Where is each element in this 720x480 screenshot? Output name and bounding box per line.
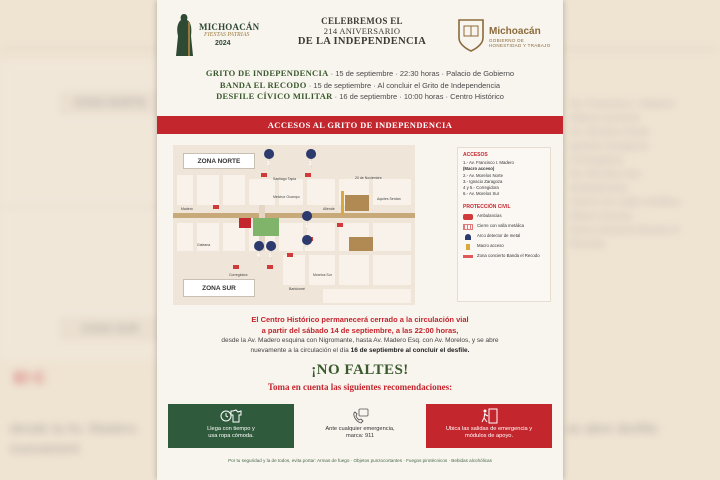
legend-item <box>463 222 545 232</box>
card-line-2: marca: 911 <box>345 433 375 439</box>
notice-line-4-pre: nuevamente a la circulación el día <box>250 347 351 354</box>
event-name: GRITO DE INDEPENDENCIA <box>205 68 329 78</box>
marker-label-1: 1 <box>305 223 308 229</box>
ambulance-icon <box>463 214 473 220</box>
card-line-2: módulos de apoyo. <box>464 433 514 439</box>
event-detail: · 15 de septiembre · Al concluir el Grito de Independencia <box>306 80 501 90</box>
notice-line-4 <box>167 346 553 356</box>
bg-list-item: Ignacio Zaragoza <box>570 141 648 152</box>
card-line-1: Ante cualquier emergencia, <box>325 426 395 432</box>
street-label: Morelos Sur <box>313 273 332 277</box>
michoacan-government-logo <box>457 18 553 52</box>
legend-item <box>463 242 545 252</box>
event-detail: · 15 de septiembre · 22:30 horas · Palacio de Gobierno <box>328 69 515 78</box>
legend-accesos-title: ACCESOS <box>463 152 488 158</box>
title-line-3: DE LA INDEPENDENCIA <box>297 36 427 47</box>
bg-list-item: (Macro acceso) <box>570 113 639 124</box>
government-name: Michoacán <box>489 26 541 37</box>
event-name: BANDA EL RECODO <box>219 79 307 90</box>
poster <box>157 0 563 480</box>
event-row <box>157 68 563 80</box>
marker-label-2: 2 <box>309 161 312 167</box>
card-line-1: Llega con tiempo y <box>207 426 255 432</box>
legend-item-label: Cierre con valla metálica <box>477 223 525 229</box>
bg-left-text: desde la Av. Madero nuevament <box>10 420 137 456</box>
legend-item-label: Ambulancias <box>477 213 502 219</box>
card-line-1: Ubica las salidas de emergencia y <box>445 426 533 432</box>
street-label: Corregidora <box>229 273 248 277</box>
title-line-1: CELEBREMOS EL <box>321 16 403 26</box>
legend-item <box>463 212 545 222</box>
bg-list-item: Av. Morelos Norte <box>570 127 650 138</box>
street-label: 20 de Noviembre <box>355 176 382 180</box>
fiestas-patrias-logo <box>171 12 261 58</box>
metal-detector-icon <box>465 234 471 240</box>
recommendation-card <box>168 404 294 448</box>
legend-access: 1.- Av. Francisco I. Madero <box>463 160 514 165</box>
bg-list-item: Corregidora <box>570 155 623 166</box>
brand-sub: FIESTAS PATRIAS <box>204 32 250 38</box>
marker-label-6: 6 <box>305 247 308 253</box>
bg-list-item: Av. Francisco I. Madero <box>570 99 675 110</box>
brand-year: 2024 <box>215 40 231 47</box>
legend-access: 2.- Av. Morelos Norte <box>463 172 503 178</box>
notice-line-4-bold: 16 de septiembre al concluir el desfile. <box>350 347 470 354</box>
legend-item <box>463 232 545 242</box>
notice-line-3: desde la Av. Madero esquina con Nigromante, hasta Av. Madero Esq. con Av. Morelos, y se abre <box>221 337 499 344</box>
recommendation-card <box>426 404 552 448</box>
bg-zone-south: ZONA SUR <box>60 318 160 340</box>
bg-list-item: Macro acceso <box>570 211 633 222</box>
legend-item <box>463 252 545 262</box>
footer-note: Por tu seguridad y la de todos, evita portar: Armas de fuego · Objetos punzocortantes · Fuegos pirotécnicos · Bebidas alcohólicas <box>228 458 492 463</box>
street-label: Bartolomé <box>289 287 305 291</box>
access-marker-3 <box>264 149 274 171</box>
closure-notice <box>167 314 553 356</box>
marker-label-4: 4 <box>257 253 260 259</box>
header <box>157 0 563 66</box>
state-seal-icon <box>457 18 485 52</box>
phone-911-icon <box>351 408 369 424</box>
brand-text: MICHOACÁN <box>199 22 260 32</box>
page-title <box>277 16 447 47</box>
bg-legend-list <box>570 98 710 252</box>
notice-line-2: a partir del sábado 14 de septiembre, a las 22:00 horas, <box>261 326 459 335</box>
macro-access-icon <box>466 244 470 250</box>
event-list <box>157 68 563 103</box>
bg-zone-north: ZONA NORTE <box>60 92 160 114</box>
exit-icon <box>480 408 498 424</box>
government-tagline: GOBIERNO DE HONESTIDAD Y TRABAJO <box>489 38 551 48</box>
zone-north-label: ZONA NORTE <box>183 153 255 169</box>
legend-access: (Macro acceso) <box>463 166 495 172</box>
legend-access: 4 y 5.- Corregidora <box>463 185 499 191</box>
street-label: Galeana <box>197 243 211 247</box>
event-name: DESFILE CÍVICO MILITAR <box>216 91 333 101</box>
map-legend <box>457 147 551 302</box>
legend-access: 3.- Ignacio Zaragoza <box>463 178 503 184</box>
access-marker-5 <box>266 241 276 263</box>
bg-list-item: Zona concierto Banda el Recodo <box>570 225 679 250</box>
legend-item-label: Zona concierto Banda el Recodo <box>477 253 540 259</box>
event-row <box>157 80 563 92</box>
bg-list-item: Av. Morelos Sur <box>570 169 641 180</box>
clock-shirt-icon <box>220 408 242 424</box>
concert-zone-icon <box>463 255 473 258</box>
access-marker-2 <box>306 149 316 171</box>
recommendation-cards <box>168 404 552 448</box>
hidalgo-figure-icon <box>173 12 195 58</box>
street-label: Allende <box>323 207 335 211</box>
legend-pc-title: PROTECCIÓN CIVIL <box>463 203 511 210</box>
zone-south-label: ZONA SUR <box>183 279 255 297</box>
bg-street <box>0 205 160 208</box>
bg-list-item: Cierre con valla metálica <box>570 197 680 208</box>
recommendation-card <box>296 404 424 448</box>
section-banner: ACCESOS AL GRITO DE INDEPENDENCIA <box>157 116 563 134</box>
event-row <box>157 91 563 103</box>
no-faltes-heading: ¡NO FALTES! <box>311 362 409 378</box>
bg-red-text: El C <box>14 370 46 387</box>
street-label: Melchor Ocampo <box>273 195 300 199</box>
legend-item-label: Arco detector de metal <box>477 233 521 239</box>
recommendations-title: Toma en cuenta las siguientes recomendaciones: <box>267 382 453 392</box>
marker-label-3: 3 <box>267 161 270 167</box>
bg-list-item: Ambulancias <box>570 183 628 194</box>
legend-access: 6.- Av. Morelos Sur <box>463 191 500 197</box>
access-map <box>173 145 415 305</box>
fence-icon <box>463 224 473 230</box>
marker-label-5: 5 <box>269 253 272 259</box>
title-line-2: 214 ANIVERSARIO <box>323 26 401 36</box>
street-label: Santiago Tapia <box>273 177 297 181</box>
legend-item-label: Macro acceso <box>477 243 504 249</box>
bg-right-text: se abre desfile. <box>566 420 661 436</box>
event-detail: · 16 de septiembre · 10:00 horas · Centro Histórico <box>332 92 504 101</box>
card-line-2: usa ropa cómoda. <box>208 433 254 439</box>
notice-line-1: El Centro Histórico permanecerá cerrado a la circulación vial <box>251 315 469 324</box>
street-label: Madero <box>181 207 193 211</box>
access-marker-4 <box>254 241 264 263</box>
street-label: Aquiles Serdán <box>377 197 401 201</box>
